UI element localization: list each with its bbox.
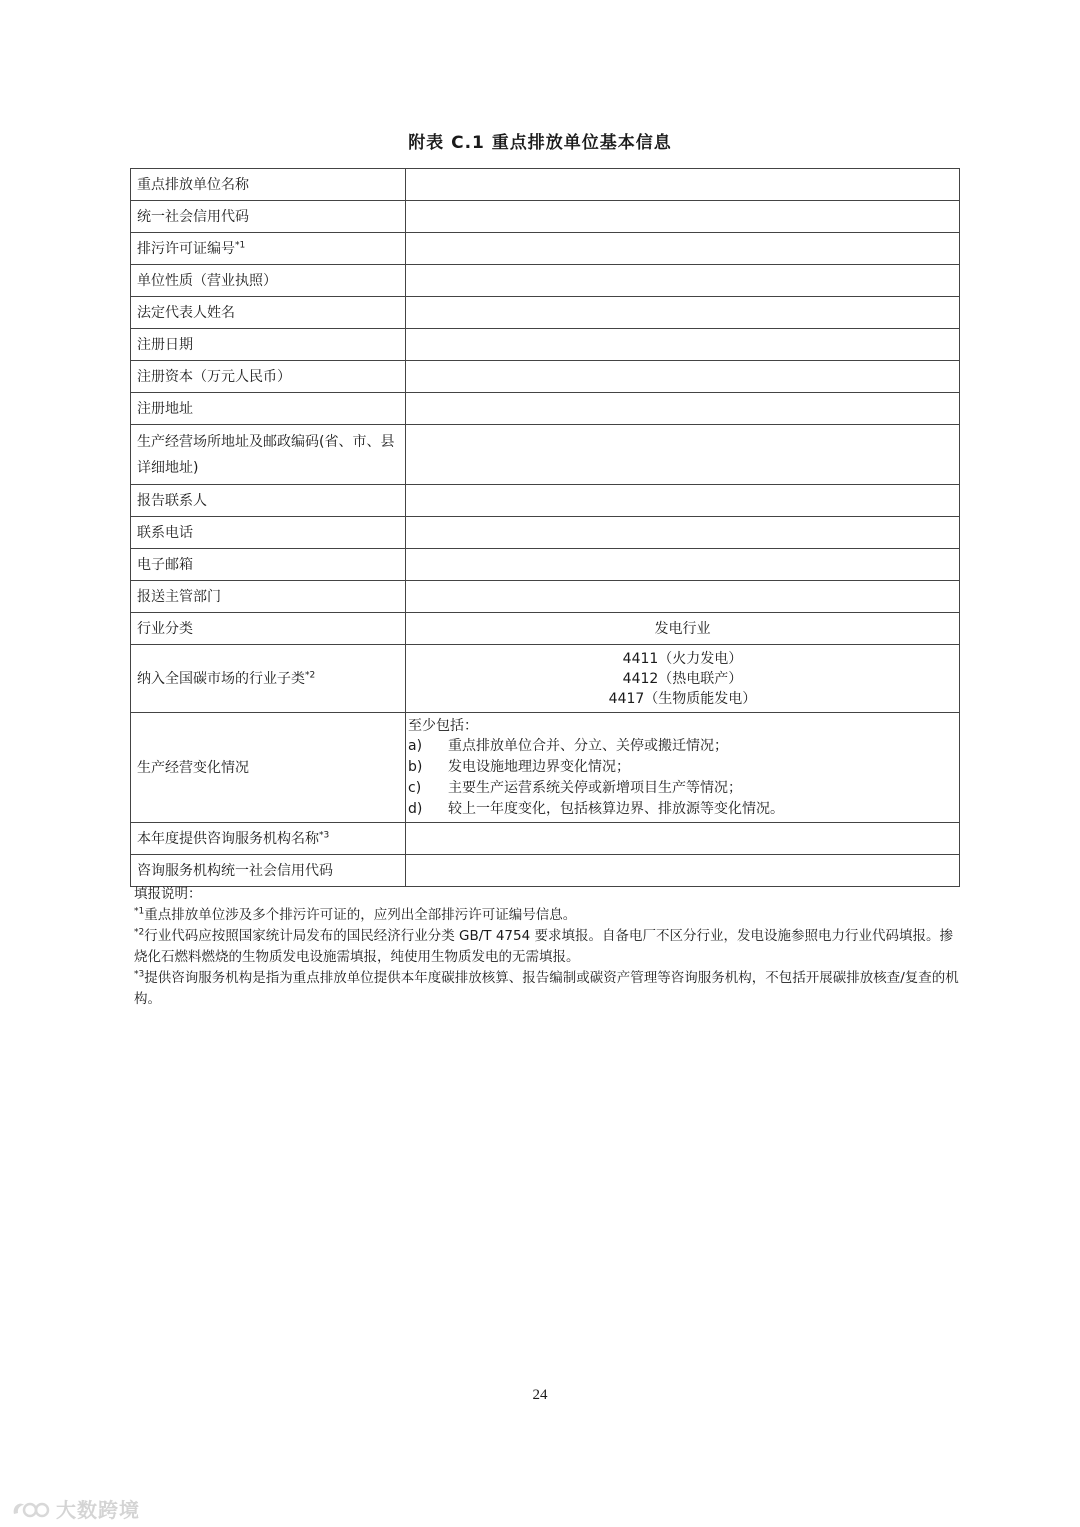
item-text: 发电设施地理边界变化情况； xyxy=(448,758,630,775)
row-label: 电子邮箱 xyxy=(131,549,406,581)
row-label: 统一社会信用代码 xyxy=(131,201,406,233)
consult-label-cell xyxy=(131,823,406,855)
basic-info-table xyxy=(130,168,960,887)
row-label: 联系电话 xyxy=(131,517,406,549)
row-label: 生产经营场所地址及邮政编码(省、市、县详细地址) xyxy=(131,425,406,485)
list-item xyxy=(408,757,953,778)
row-label: 重点排放单位名称 xyxy=(131,169,406,201)
row-label: 报告联系人 xyxy=(131,485,406,517)
item-marker: d) xyxy=(408,800,423,817)
footnote-marker: *2 xyxy=(305,669,316,680)
subindustry-label: 纳入全国碳市场的行业子类 xyxy=(137,670,305,687)
subindustry-line: 4417（生物质能发电） xyxy=(608,690,757,707)
table-row xyxy=(131,855,960,887)
table-row xyxy=(131,549,960,581)
footnote-marker: *1 xyxy=(235,239,246,250)
row-label: 本年度提供咨询服务机构名称 xyxy=(137,830,319,847)
row-value-cell[interactable] xyxy=(406,485,960,517)
table-row xyxy=(131,581,960,613)
table-title: 附表 C.1 重点排放单位基本信息 xyxy=(408,133,672,153)
row-value-cell[interactable] xyxy=(406,201,960,233)
item-marker: c) xyxy=(408,779,422,796)
watermark-text: 大数跨境 xyxy=(56,1498,140,1522)
table-row xyxy=(131,425,960,485)
table-row xyxy=(131,823,960,855)
item-text: 较上一年度变化，包括核算边界、排放源等变化情况。 xyxy=(448,800,784,817)
row-label-cell xyxy=(131,233,406,265)
row-label: 法定代表人姓名 xyxy=(131,297,406,329)
row-label: 行业分类 xyxy=(131,613,406,645)
row-label: 排污许可证编号 xyxy=(137,240,235,257)
watermark-logo-icon xyxy=(10,1498,50,1520)
list-item xyxy=(408,799,953,820)
subindustry-values xyxy=(406,645,960,713)
row-value-cell[interactable] xyxy=(406,581,960,613)
item-marker: b) xyxy=(408,758,423,775)
table-row xyxy=(131,517,960,549)
row-value-cell[interactable] xyxy=(406,425,960,485)
changes-intro: 至少包括： xyxy=(408,717,478,734)
note-text: 行业代码应按照国家统计局发布的国民经济行业分类 GB/T 4754 要求填报。自备电厂不区分行业，发电设施参照电力行业代码填报。掺烧化石燃料燃烧的生物质发电设施需填报，纯使用生物质发电的无需填报。 xyxy=(134,928,953,965)
row-value-cell[interactable] xyxy=(406,265,960,297)
row-label: 注册资本（万元人民币） xyxy=(131,361,406,393)
table-row xyxy=(131,645,960,713)
table-row xyxy=(131,393,960,425)
page-number: 24 xyxy=(532,1387,548,1403)
row-value-cell[interactable] xyxy=(406,549,960,581)
note-item xyxy=(134,968,960,1010)
subindustry-label-cell xyxy=(131,645,406,713)
table-row xyxy=(131,485,960,517)
filling-notes xyxy=(134,884,960,1010)
table-row xyxy=(131,233,960,265)
footnote-marker: *3 xyxy=(319,829,330,840)
row-value-cell[interactable] xyxy=(406,855,960,887)
row-value-cell[interactable] xyxy=(406,233,960,265)
row-value-cell[interactable] xyxy=(406,169,960,201)
row-label: 注册地址 xyxy=(131,393,406,425)
table-row xyxy=(131,297,960,329)
row-value-cell[interactable] xyxy=(406,297,960,329)
note-marker: *2 xyxy=(134,927,145,938)
table-row xyxy=(131,169,960,201)
note-text: 提供咨询服务机构是指为重点排放单位提供本年度碳排放核算、报告编制或碳资产管理等咨询服务机构，不包括开展碳排放核查/复查的机构。 xyxy=(134,970,959,1007)
note-item xyxy=(134,905,960,926)
row-value-cell[interactable] xyxy=(406,393,960,425)
note-item xyxy=(134,926,960,968)
subindustry-line: 4412（热电联产） xyxy=(622,670,743,687)
table-row xyxy=(131,201,960,233)
table-row xyxy=(131,265,960,297)
row-label: 咨询服务机构统一社会信用代码 xyxy=(131,855,406,887)
row-value-cell[interactable] xyxy=(406,517,960,549)
row-value-cell[interactable] xyxy=(406,823,960,855)
list-item xyxy=(408,736,953,757)
note-text: 重点排放单位涉及多个排污许可证的，应列出全部排污许可证编号信息。 xyxy=(144,907,577,923)
table-row xyxy=(131,713,960,823)
subindustry-line: 4411（火力发电） xyxy=(622,650,743,667)
row-value-cell[interactable] xyxy=(406,361,960,393)
row-label: 单位性质（营业执照） xyxy=(131,265,406,297)
item-text: 主要生产运营系统关停或新增项目生产等情况； xyxy=(448,779,742,796)
changes-list xyxy=(406,713,960,823)
row-value-cell[interactable] xyxy=(406,329,960,361)
watermark xyxy=(10,1494,140,1523)
note-marker: *1 xyxy=(134,906,145,917)
notes-heading: 填报说明： xyxy=(134,886,202,902)
industry-value: 发电行业 xyxy=(406,613,960,645)
item-text: 重点排放单位合并、分立、关停或搬迁情况； xyxy=(448,737,728,754)
table-row xyxy=(131,329,960,361)
item-marker: a) xyxy=(408,737,423,754)
note-marker: *3 xyxy=(134,969,145,980)
row-label: 报送主管部门 xyxy=(131,581,406,613)
row-label: 注册日期 xyxy=(131,329,406,361)
table-row xyxy=(131,613,960,645)
list-item xyxy=(408,778,953,799)
changes-label: 生产经营变化情况 xyxy=(131,713,406,823)
table-row xyxy=(131,361,960,393)
